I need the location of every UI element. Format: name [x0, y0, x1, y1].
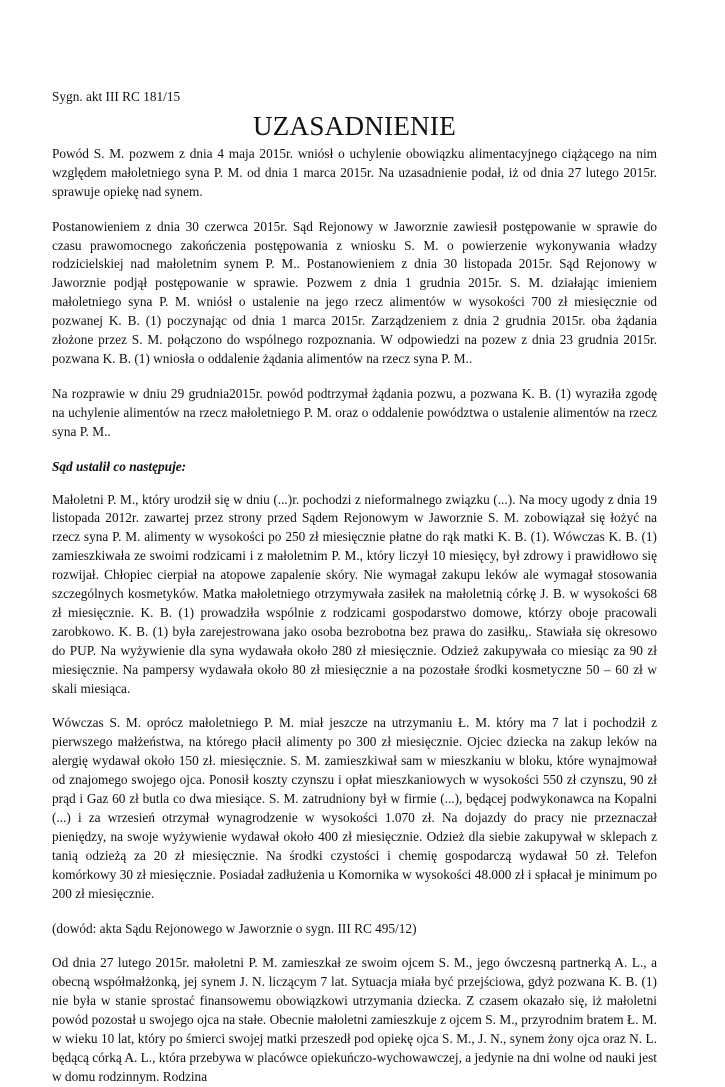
paragraph-father-situation: Wówczas S. M. oprócz małoletniego P. M. miał jeszcze na utrzymaniu Ł. M. który ma 7 lat i pochodził z pierwszego małżeństwa, na którego płacił alimenty po 300 zł miesięcznie. Ojciec dziecka na zakup leków na alergię wydawał około 150 zł. miesięcznie. S. M. zamieszkiwał sam w mieszkaniu w bloku, które wynajmował od znajomego swojego ojca. Ponosił koszty czynszu i opłat mieszkaniowych w wysokości 550 zł czynszu, 90 zł prąd i Gaz 60 zł butla co dwa miesiące. S. M. zatrudniony był w firmie (...), będącej podwykonawca na Kopalni (...) i za wrzesień otrzymał wynagrodzenie w wysokości 1.070 zł. Na dojazdy do pracy nie przeznaczał pieniędzy, na swoje wyżywienie wydawał około 400 zł miesięcznie. Odzież dla siebie zakupywał w sklepach z tanią odzieżą za 20 zł miesięcznie. Na środki czystości i chemię gospodarczą wydawał 50 zł. Telefon komórkowy 30 zł miesięcznie. Posiadał zadłużenia u Komornika w wysokości 48.000 zł i spłacał je minimum po 200 zł miesięcznie.	[52, 715, 657, 901]
paragraph-child-background: Małoletni P. M., który urodził się w dniu (...)r. pochodzi z nieformalnego związku (...). Na mocy ugody z dnia 19 listopada 2012r. zawartej przez strony przed Sądem Rejonowym w Jaworznie S. M. zobowiązał się łożyć na rzecz syna P. M. alimenty w wysokości po 250 zł miesięcznie płatne do rąk matki K. B. (1). Wówczas K. B. (1) zamieszkiwała ze swoimi rodzicami i z małoletnim P. M., który liczył 10 miesięcy, był zdrowy i prawidłowo się rozwijał. Chłopiec cierpiał na atopowe zapalenie skóry. Nie wymagał zakupu leków ale wymagał stosowania szczególnych kosmetyków. Matka małoletniego otrzymywała zasiłek na małoletnią córkę J. B. w wysokości 68 zł miesięcznie. K. B. (1) prowadziła wspólnie z rodzicami gospodarstwo domowe, którzy oboje pracowali zarobkowo. K. B. (1) była zarejestrowana jako osoba bezrobotna bez prawa do zasiłku,. Stawiała się okresowo do PUP. Na wyżywienie dla syna wydawała około 280 zł miesięcznie. Odzież zakupywała co miesiąc za 90 zł miesięcznie. Na pampersy wydawała około 80 zł miesięcznie a na pozostałe środki kosmetyczne 50 – 60 zł w skali miesiąca.	[52, 491, 657, 696]
paragraph-lawsuit: Powód S. M. pozwem z dnia 4 maja 2015r. wniósł o uchylenie obowiązku alimentacyjnego ciążącego na nim względem małoletniego syna P. M. od dnia 1 marca 2015r. Na uzasadnienie podał, iż od dnia 27 lutego 2015r. sprawuje opiekę nad synem.	[52, 145, 657, 199]
paragraph-hearing: Na rozprawie w dniu 29 grudnia2015r. powód podtrzymał żądania pozwu, a pozwana K. B. (1) wyraziła zgodę na uchylenie alimentów na rzecz małoletniego P. M. oraz o oddalenie powództwa o ustalenie alimentów na rzecz syna P. M..	[52, 385, 657, 439]
case-signature: Sygn. akt III RC 181/15	[52, 89, 181, 104]
document-title: UZASADNIENIE	[252, 110, 457, 141]
section-heading-findings: Sąd ustalił co następuje:	[52, 458, 187, 474]
evidence-note: (dowód: akta Sądu Rejonowego w Jaworznie o sygn. III RC 495/12)	[52, 920, 417, 936]
paragraph-current-residence: Od dnia 27 lutego 2015r. małoletni P. M. zamieszkał ze swoim ojcem S. M., jego ówczesną partnerką A. L., a obecną współmałżonką, jej synem J. N. liczącym 7 lat. Sytuacja miała być przejściowa, gdyż pozwana K. B. (1) nie była w stanie sprostać finansowemu obowiązkowi utrzymania dziecka. Z czasem okazało się, iż małoletni powód pozostał u swojego ojca na stałe. Obecnie małoletni zamieszkuje z ojcem S. M., przyrodnim bratem Ł. M. w wieku 10 lat, który po śmierci swojej matki przeszedł pod opiekę ojca S. M., J. N., synem żony ojca oraz N. L. będącą córką A. L., która przebywa w placówce opiekuńczo-wychowawczej, a jedynie na dni wolne od nauki jest w domu rodzinnym. Rodzina	[52, 955, 657, 1084]
paragraph-procedure: Postanowieniem z dnia 30 czerwca 2015r. Sąd Rejonowy w Jaworznie zawiesił postępowanie w sprawie do czasu prawomocnego zakończenia postępowania z wniosku S. M. o powierzenie wykonywania władzy rodzicielskiej nad małoletnim synem P. M.. Postanowieniem z dnia 30 listopada 2015r. Sąd Rejonowy w Jaworznie podjął postępowanie w sprawie. Pozwem z dnia 1 grudnia 2015r. S. M. działając imieniem małoletniego syna P. M. wniósł o ustalenie na jego rzecz alimentów w wysokości 700 zł miesięcznie od pozwanej K. B. (1) poczynając od dnia 1 marca 2015r. Zarządzeniem z dnia 2 grudnia 2015r. oba żądania złożone przez S. M. połączono do wspólnego rozpoznania. W odpowiedzi na pozew z dnia 23 grudnia 2015r. pozwana K. B. (1) wniosła o oddalenie żądania alimentów na rzecz syna P. M..	[52, 218, 657, 366]
